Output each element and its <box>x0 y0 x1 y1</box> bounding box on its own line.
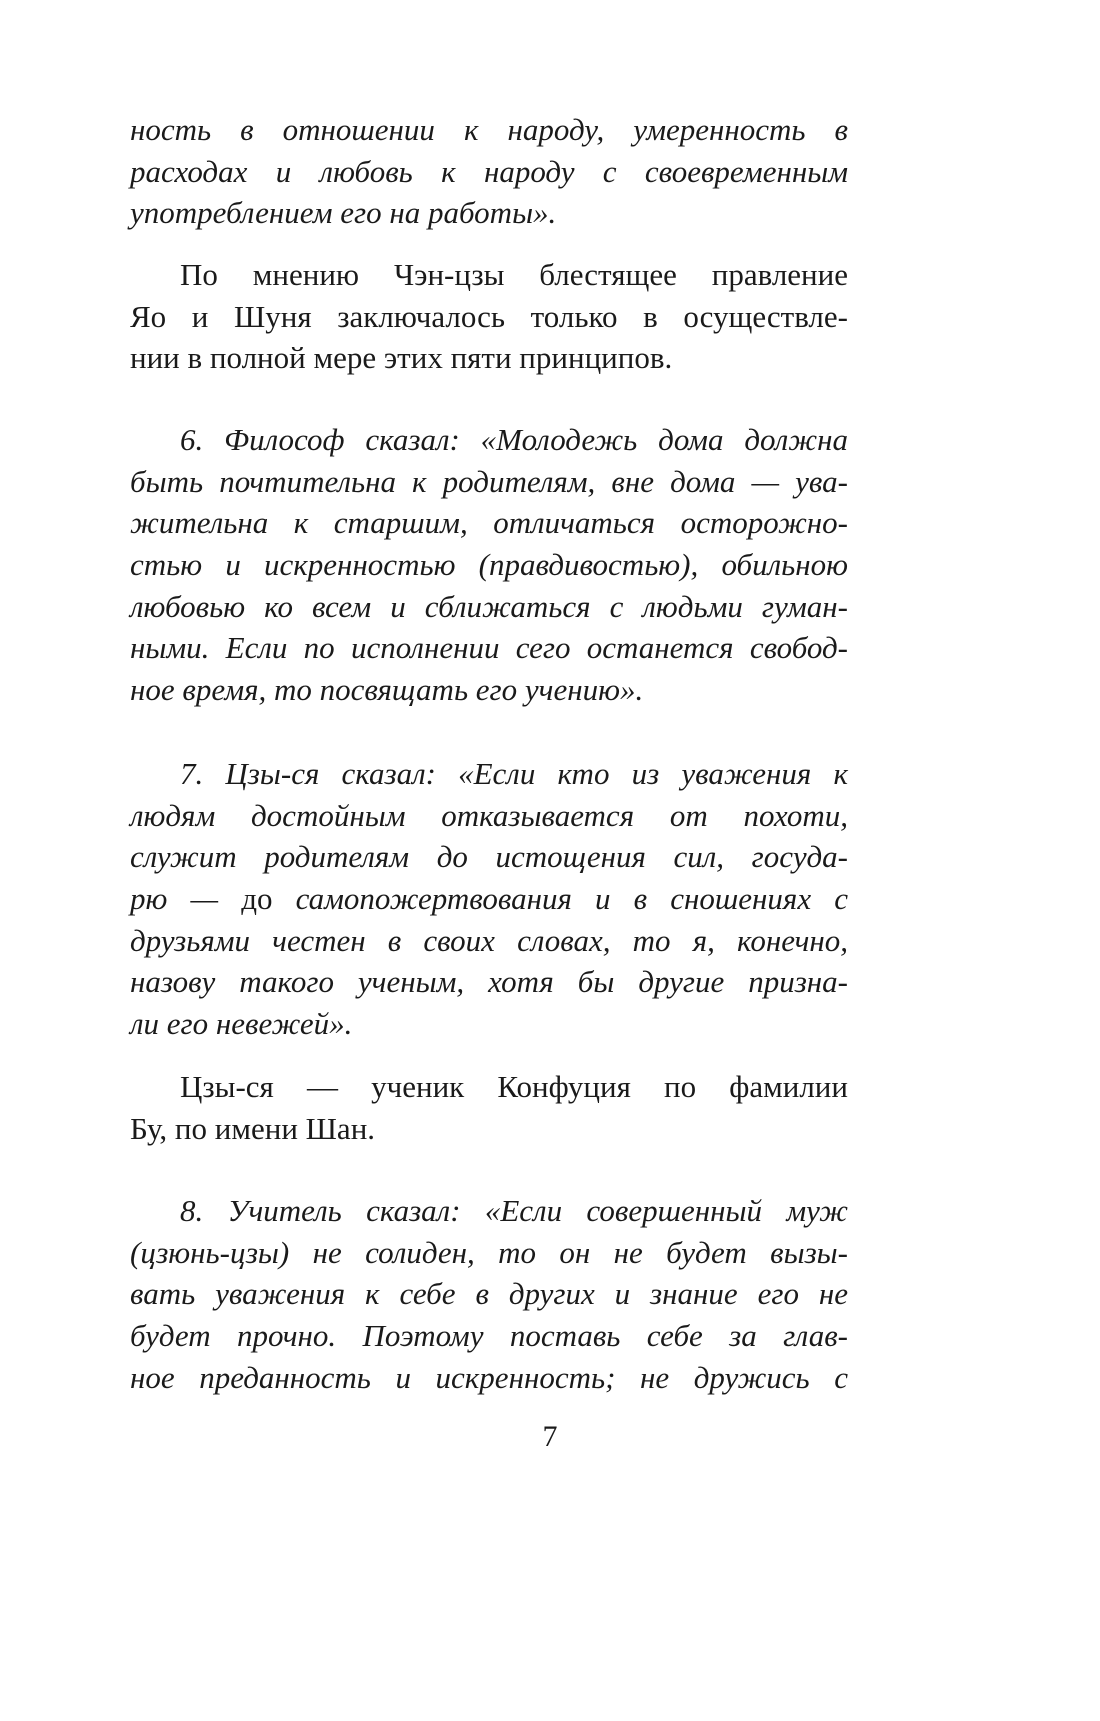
paragraph <box>130 753 848 1045</box>
text-line: По мнению Чэн-цзы блестящее правление <box>180 257 848 292</box>
text-line: употреблением его на работы». <box>130 195 557 231</box>
text-line: 7. Цзы-ся сказал: «Если кто из уважения к <box>180 756 848 791</box>
text-line <box>130 878 848 920</box>
text-line: ными. Если по исполнении сего останется свобод- <box>130 630 848 666</box>
text-line: Цзы-ся — ученик Конфуция по фамилии <box>180 1069 848 1104</box>
text-line: любовью ко всем и сближаться с людьми гуман- <box>130 588 848 624</box>
text-segment: до <box>241 881 273 917</box>
paragraph <box>130 1190 848 1398</box>
paragraph <box>130 254 848 379</box>
text-line: друзьями честен в своих словах, то я, конечно, <box>130 922 848 958</box>
paragraph <box>130 419 848 711</box>
text-line: расходах и любовь к народу с своевременным <box>130 153 848 189</box>
text-line: Яо и Шуня заключалось только в осуществле- <box>130 298 848 334</box>
text-line: будет прочно. Поэтому поставь себе за глав- <box>130 1318 848 1354</box>
text-line: служит родителям до истощения сил, госуда- <box>130 839 848 875</box>
text-segment: самопожертвования и в сношениях с <box>272 881 849 917</box>
text-line: людям достойным отказывается от похоти, <box>130 797 848 833</box>
text-line: вать уважения к себе в других и знание его не <box>130 1276 848 1312</box>
text-line: 8. Учитель сказал: «Если совершенный муж <box>180 1193 848 1228</box>
text-line: Бу, по имени Шан. <box>130 1110 376 1146</box>
text-segment: рю — <box>130 881 242 917</box>
paragraph <box>130 1066 848 1149</box>
text-line: (цзюнь-цзы) не солиден, то он не будет вызы- <box>130 1234 848 1270</box>
text-line: ное преданность и искренность; не дружись с <box>130 1359 848 1395</box>
paragraph <box>130 109 848 234</box>
text-line: ность в отношении к народу, умеренность в <box>130 112 848 147</box>
text-line: ли его невежей». <box>130 1006 353 1042</box>
page-number: 7 <box>542 1420 558 1453</box>
text-line: нии в полной мере этих пяти принципов. <box>130 340 673 376</box>
text-line: ное время, то посвящать его учению». <box>130 672 644 708</box>
text-line: жительна к старшим, отличаться осторожно- <box>130 505 848 541</box>
text-line: назову такого ученым, хотя бы другие призна- <box>130 964 848 1000</box>
text-line: стью и искренностью (правдивостью), обильною <box>130 547 848 583</box>
text-line: 6. Философ сказал: «Молодежь дома должна <box>180 422 848 457</box>
text-line: быть почтительна к родителям, вне дома — ува- <box>130 463 848 499</box>
